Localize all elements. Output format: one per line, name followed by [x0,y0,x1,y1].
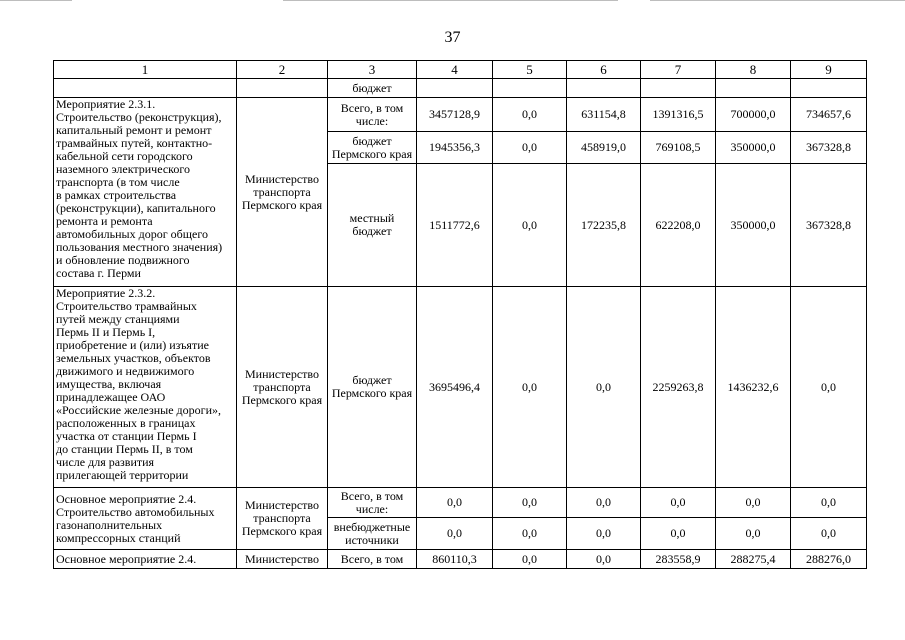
column-header: 3 [328,61,417,79]
value-cell: 0,0 [567,287,641,488]
value-cell: 769108,5 [641,132,716,164]
activity-text-line: «Российские железные дороги», [56,403,221,417]
value-cell: 1436232,6 [716,287,791,488]
value-cell [417,79,493,98]
activity-text-line: имущества, включая [56,377,162,391]
executor-cell: Министерство транспорта Пермского края [237,488,328,550]
activity-text-line: прилегающей территории [56,468,189,482]
activity-text [56,493,234,545]
value-cell: 288276,0 [791,550,867,569]
activity-text-line: кабельной сети городского [56,149,193,163]
activity-text-line: Строительство (реконструкция), [56,110,222,124]
value-cell: 1511772,6 [417,164,493,287]
activity-text-line: и обновление подвижного [56,253,190,267]
activity-text-line: Строительство трамвайных [56,299,197,313]
activity-cell [54,98,237,287]
budget-table [53,60,867,569]
activity-text-line: до станции Пермь II, в том [56,442,193,456]
top-edge-line [283,0,618,1]
value-cell: 0,0 [791,287,867,488]
source-cell: Всего, в том числе: [328,488,417,518]
value-cell: 3695496,4 [417,287,493,488]
value-cell: 0,0 [493,98,567,132]
executor-cell: Министерство транспорта Пермского края [237,98,328,287]
value-cell: 1945356,3 [417,132,493,164]
activity-cell [54,488,237,550]
value-cell: 622208,0 [641,164,716,287]
activity-cell [54,550,237,569]
activity-cell [54,287,237,488]
source-cell: Всего, в том числе: [328,98,417,132]
activity-text-line: принадлежащее ОАО [56,390,166,404]
value-cell: 0,0 [493,287,567,488]
activity-text-line: пользования местного значения) [56,240,223,254]
value-cell: 734657,6 [791,98,867,132]
column-header: 2 [237,61,328,79]
executor-cell: Министерство транспорта Пермского края [237,287,328,488]
value-cell [791,79,867,98]
activity-text-line: Строительство автомобильных [56,504,215,519]
activity-text-line: (реконструкции), капитального [56,201,216,215]
value-cell: 0,0 [716,488,791,518]
activity-text-line: капитальный ремонт и ремонт [56,123,212,137]
activity-text-line: числе для развития [56,455,155,469]
value-cell: 0,0 [791,518,867,550]
activity-text-line: Пермь II и Пермь I, [56,325,156,339]
executor-cell [237,79,328,98]
value-cell: 631154,8 [567,98,641,132]
activity-text-line: Основное мероприятие 2.4. [56,491,197,506]
activity-text-line: приобретение и (или) изъятие [56,338,209,352]
column-number-row [54,61,867,79]
activity-text-line: трамвайных путей, контактно- [56,136,213,150]
value-cell [567,79,641,98]
value-cell: 458919,0 [567,132,641,164]
activity-text-line: автомобильных дорог общего [56,227,208,241]
value-cell: 0,0 [567,488,641,518]
value-cell: 367328,8 [791,132,867,164]
value-cell: 0,0 [493,132,567,164]
table-row [54,287,867,488]
value-cell: 0,0 [567,518,641,550]
value-cell: 860110,3 [417,550,493,569]
value-cell: 0,0 [641,488,716,518]
value-cell: 2259263,8 [641,287,716,488]
value-cell: 0,0 [417,488,493,518]
value-cell: 350000,0 [716,132,791,164]
value-cell [493,79,567,98]
activity-text-line: расположенных в границах [56,416,196,430]
value-cell: 367328,8 [791,164,867,287]
activity-text-line: земельных участков, объектов [56,351,211,365]
column-header: 9 [791,61,867,79]
activity-text-line: газонаполнительных [56,517,163,532]
top-edge-line [650,0,905,1]
source-cell: бюджет [328,79,417,98]
value-cell [641,79,716,98]
page-number: 37 [444,29,461,46]
source-cell: внебюджетные источники [328,518,417,550]
activity-text-line: Мероприятие 2.3.2. [56,286,156,300]
value-cell: 0,0 [493,488,567,518]
column-header: 4 [417,61,493,79]
value-cell: 0,0 [641,518,716,550]
value-cell: 700000,0 [716,98,791,132]
value-cell: 1391316,5 [641,98,716,132]
activity-text-line: Мероприятие 2.3.1. [56,97,156,111]
activity-text-line: состава г. Перми [56,266,141,280]
activity-text-line: путей между станциями [56,312,180,326]
activity-text-line: в рамках строительства [56,188,177,202]
value-cell: 0,0 [493,164,567,287]
table-row [54,98,867,132]
value-cell: 283558,9 [641,550,716,569]
activity-cell [54,79,237,98]
table-row [54,550,867,569]
executor-cell: Министерство [237,550,328,569]
value-cell: 172235,8 [567,164,641,287]
value-cell: 0,0 [417,518,493,550]
column-header: 5 [493,61,567,79]
value-cell: 0,0 [716,518,791,550]
activity-text [56,287,234,482]
value-cell: 0,0 [567,550,641,569]
value-cell: 0,0 [493,550,567,569]
activity-text-line: ремонта и ремонта [56,214,153,228]
activity-text-line: транспорта (в том числе [56,175,180,189]
value-cell [716,79,791,98]
source-cell: Всего, в том [328,550,417,569]
column-header: 1 [54,61,237,79]
table-row [54,79,867,98]
value-cell: 0,0 [493,518,567,550]
table-row [54,488,867,518]
source-cell: бюджет Пермского края [328,287,417,488]
top-edge-line [0,0,72,1]
column-header: 8 [716,61,791,79]
activity-text: Основное мероприятие 2.4. [56,551,197,566]
activity-text-line: участка от станции Пермь I [56,429,197,443]
column-header: 6 [567,61,641,79]
activity-text-line: наземного электрического [56,162,191,176]
value-cell: 350000,0 [716,164,791,287]
activity-text-line: компрессорных станций [56,530,181,545]
source-cell: бюджет Пермского края [328,132,417,164]
value-cell: 3457128,9 [417,98,493,132]
activity-text [56,98,234,280]
activity-text-line: движимого и недвижимого [56,364,195,378]
column-header: 7 [641,61,716,79]
value-cell: 288275,4 [716,550,791,569]
value-cell: 0,0 [791,488,867,518]
source-cell: местный бюджет [328,164,417,287]
